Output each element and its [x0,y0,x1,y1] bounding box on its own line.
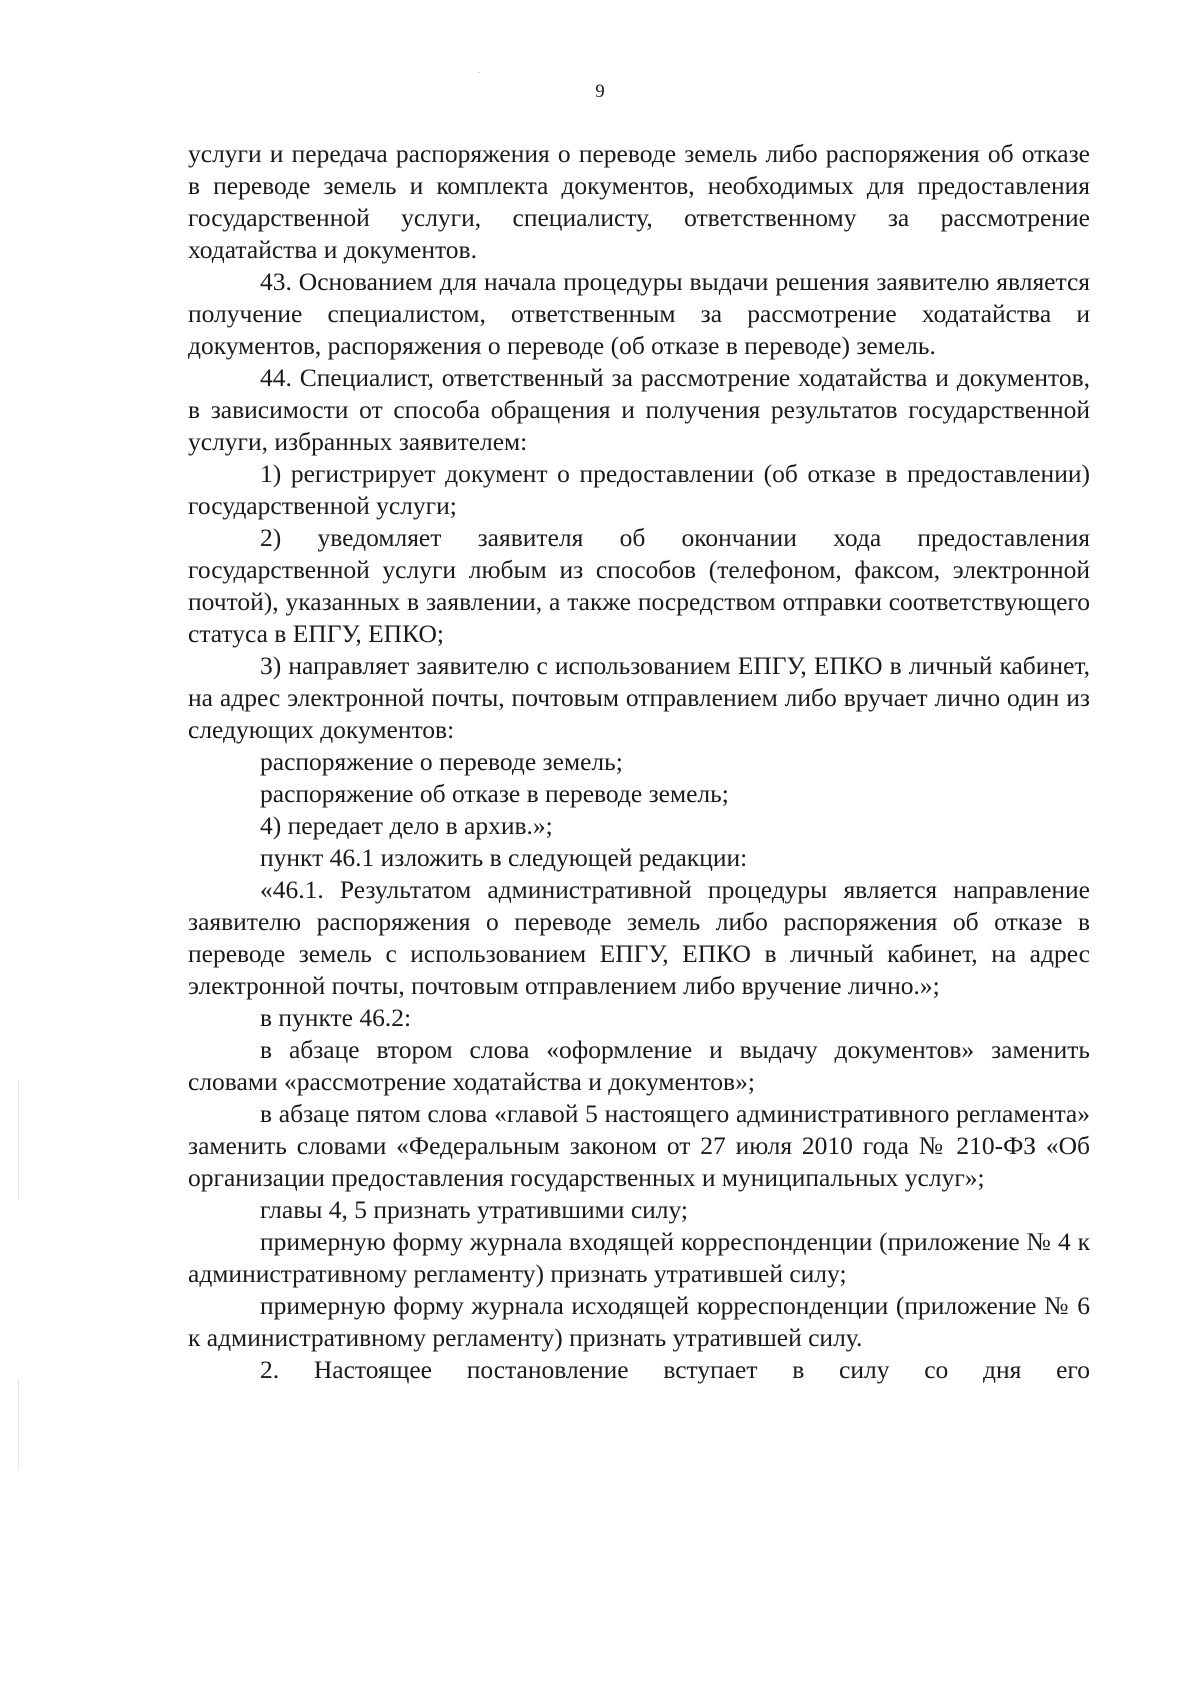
document-body [188,138,1090,1386]
list-item: распоряжение о переводе земель; [260,747,623,776]
list-item: распоряжение об отказе в переводе земель; [260,779,729,808]
paragraph: примерную форму журнала исходящей корреспонденции (приложение № 6 к административному регламенту) признать утратившей силу. [188,1291,1090,1352]
paragraph-item-2: 2. Настоящее постановление вступает в силу со дня его [260,1355,1090,1384]
paragraph-item-44: 44. Специалист, ответственный за рассмотрение ходатайства и документов, в зависимости от способа обращения и получения результатов государственной услуги, избранных заявителем: [188,363,1090,456]
paragraph: в пункте 46.2: [260,1003,412,1032]
paragraph: примерную форму журнала входящей корреспонденции (приложение № 4 к административному регламенту) признать утратившей силу; [188,1227,1090,1288]
paragraph: услуги и передача распоряжения о переводе земель либо распоряжения об отказе в переводе земель и комплекта документов, необходимых для предоставления государственной услуги, специалисту, ответственному за рассмотрение ходатайства и документов. [188,139,1090,264]
list-item: 4) передает дело в архив.»; [260,811,553,840]
list-item: 3) направляет заявителю с использованием ЕПГУ, ЕПКО в личный кабинет, на адрес электронной почты, почтовым отправлением либо вручает лично один из следующих документов: [188,651,1090,744]
list-item: 2) уведомляет заявителя об окончании хода предоставления государственной услуги любым из способов (телефоном, факсом, электронной почтой), указанных в заявлении, а также посредством отправки соответствующего статуса в ЕПГУ, ЕПКО; [188,523,1090,648]
paragraph-item-43: 43. Основанием для начала процедуры выдачи решения заявителю является получение специалистом, ответственным за рассмотрение ходатайства и документов, распоряжения о переводе (об отказе в переводе) земель. [188,267,1090,360]
list-item: 1) регистрирует документ о предоставлении (об отказе в предоставлении) государственной услуги; [188,459,1090,520]
paragraph-item-46-1: «46.1. Результатом административной процедуры является направление заявителю распоряжения о переводе земель либо распоряжения об отказе в переводе земель с использованием ЕПГУ, ЕПКО в личный кабинет, на адрес электронной почты, почтовым отправлением либо вручение лично.»; [188,875,1090,1000]
paragraph: пункт 46.1 изложить в следующей редакции: [260,843,748,872]
paragraph: главы 4, 5 признать утратившими силу; [260,1195,689,1224]
scan-edge-mark [18,1080,19,1200]
scan-edge-mark [18,1380,19,1470]
page-number: 9 [595,81,605,102]
paragraph: в абзаце пятом слова «главой 5 настоящего административного регламента» заменить словами «Федеральным законом от 27 июля 2010 года № 210-ФЗ «Об организации предоставления государственных и муниципальных услуг»; [188,1099,1090,1192]
scan-artifact [478,72,480,73]
paragraph: в абзаце втором слова «оформление и выдачу документов» заменить словами «рассмотрение ходатайства и документов»; [188,1035,1090,1096]
